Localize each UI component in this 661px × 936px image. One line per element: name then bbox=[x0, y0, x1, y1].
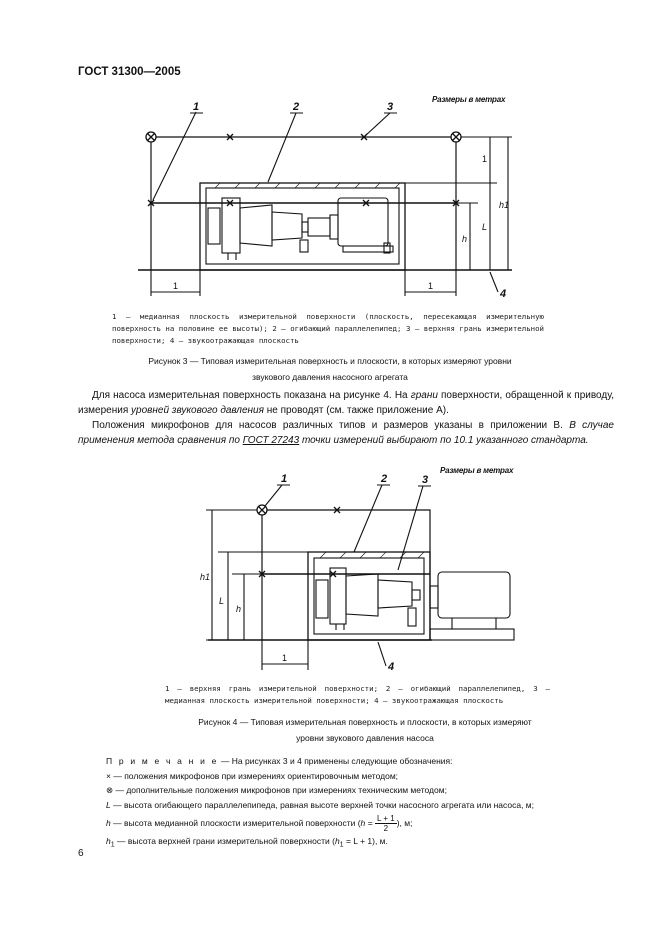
fig4-caption-line1: Рисунок 4 — Типовая измерительная поверхность и плоскости, в которых измеряют bbox=[198, 717, 532, 727]
figure4-diagram bbox=[0, 470, 661, 680]
notes-block bbox=[106, 754, 626, 852]
notes-item-L: L — высота огибающего параллелепипеда, равная высоте верхней точки насосного агрегата или насоса, м; bbox=[106, 799, 534, 810]
fig3-callout-1: 1 bbox=[193, 101, 200, 113]
notes-item-h: h — высота медианной плоскости измерительной поверхности (h = $\frac{L + 1}{2}$ ), м; bbox=[106, 814, 413, 834]
fig4-legend: 1 — верхняя грань измерительной поверхности; 2 — огибающий параллелепипед, 3 — медианная плоскость измерительной поверхности; 4 — звукоотражающая плоскость bbox=[165, 684, 550, 705]
notes-intro: П р и м е ч а н и е — На рисунках 3 и 4 применены следующие обозначения: bbox=[106, 756, 453, 766]
notes-item-x: × — положения микрофонов при измерениях ориентировочным методом; bbox=[106, 770, 399, 781]
fig3-dim-left: 1 bbox=[173, 281, 179, 291]
paragraph-2: Положения микрофонов для насосов различных типов и размеров указаны в приложении В. В случае применения метода сравнения по ГОСТ 27243 точки измерений выбирают по 10.1 указанного стандарта. bbox=[78, 420, 614, 446]
fig3-dimensions-note: Размеры в метрах bbox=[432, 95, 506, 104]
fig4-caption bbox=[130, 714, 600, 746]
fig4-callout-2: 2 bbox=[381, 473, 388, 485]
paragraph-1: Для насоса измерительная поверхность показана на рисунке 4. На грани поверхности, обращенной к приводу, измерения уровней звукового давления не проводят (см. также приложение А). bbox=[78, 390, 615, 416]
fig4-dim-h1: h1 bbox=[200, 572, 211, 582]
fig4-dim-one: 1 bbox=[282, 653, 288, 663]
fig3-caption-line2: звукового давления насосного агрегата bbox=[252, 372, 408, 382]
fig4-callout-4: 4 bbox=[388, 661, 395, 673]
fig4-dim-h: h bbox=[236, 604, 242, 614]
fig3-caption bbox=[100, 353, 560, 385]
fig3-legend: 1 — медианная плоскость измерительной поверхности (плоскость, пересекающая измерительную поверхность на половине ее высоты); 2 — огибающий параллелепипед; 3 — верхняя грань измерительной поверхности; 4 — звукоотражающая плоскость bbox=[112, 312, 544, 345]
notes-item-circled-x: ⊗ — дополнительные положения микрофонов при измерениях техническим методом; bbox=[106, 785, 447, 795]
fig3-callout-4: 4 bbox=[500, 288, 507, 300]
fig3-dim-top: 1 bbox=[482, 154, 488, 164]
fig4-callout-3: 3 bbox=[422, 474, 429, 486]
notes-item-h1: $h_1$ — высота верхней грани измерительной поверхности $(h_1 = L + 1)$, м. bbox=[106, 836, 388, 849]
fig3-callout-2: 2 bbox=[293, 101, 300, 113]
fig3-caption-line1: Рисунок 3 — Типовая измерительная поверхность и плоскости, в которых измеряют уровни bbox=[148, 356, 512, 366]
fig3-dim-h: h bbox=[462, 234, 468, 244]
fig4-dimensions-note: Размеры в метрах bbox=[440, 466, 514, 475]
fig4-caption-line2: уровни звукового давления насоса bbox=[296, 733, 434, 743]
fig3-dim-L: L bbox=[482, 222, 488, 232]
fig3-callout-3: 3 bbox=[387, 101, 394, 113]
gost-27243-link[interactable]: ГОСТ 27243 bbox=[242, 435, 300, 446]
page-number: 6 bbox=[78, 848, 84, 859]
fig4-callout-1: 1 bbox=[281, 473, 288, 485]
fig3-dim-h1: h1 bbox=[499, 200, 510, 210]
figure3-diagram bbox=[0, 0, 661, 310]
body-text bbox=[78, 388, 614, 448]
fig3-dim-right: 1 bbox=[428, 281, 434, 291]
fig4-dim-L: L bbox=[219, 596, 225, 606]
document-header: ГОСТ 31300—2005 bbox=[78, 66, 181, 78]
